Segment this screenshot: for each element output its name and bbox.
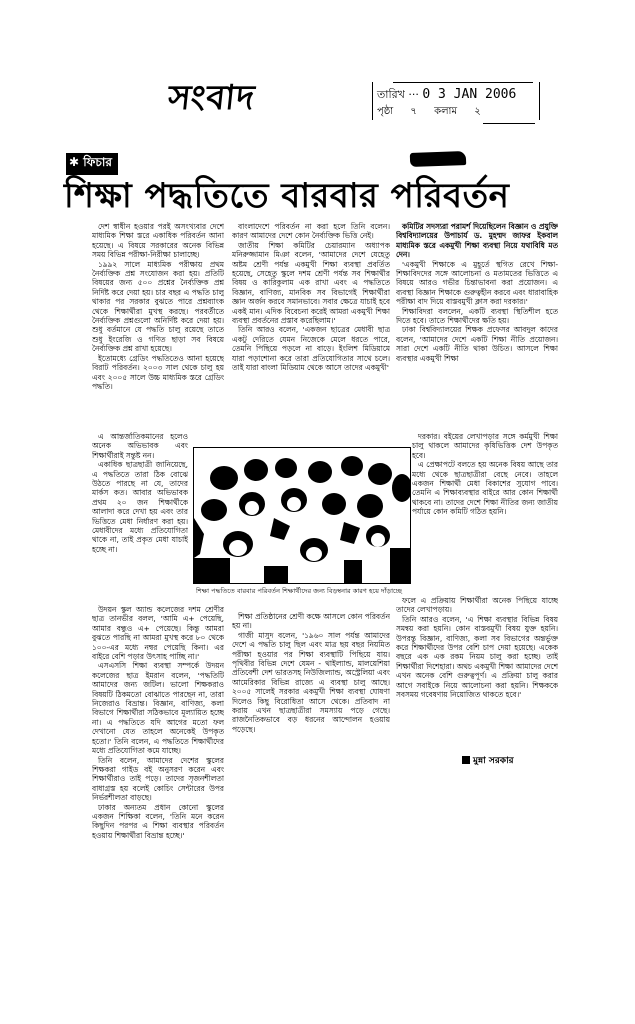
column-3-top [396,222,558,430]
article-photo [193,447,411,584]
stamp-top-rule [393,82,533,83]
kicker-label: ফিচার [83,155,112,169]
paragraph: 'একমুখী শিক্ষাকে এ মুহূর্তে স্থগিত রেখে শিক্ষা-শিক্ষাবিদদের সঙ্গে আলোচনা ও মতামতের ভিত্তিতে এ বিষয়ে আরও গভীর চিন্তাভাবনা করা প্রয়োজন। এ ব্যবস্থা বিজ্ঞান শিক্ষাকে গুরুত্বহীন করবে এবং ধারাবাহিক পরীক্ষা বাদ দিয়ে বাস্তবমুখী ক্লাস করা দরকার।' [396,259,558,307]
paragraph: বাংলাদেশে পরিবর্তন না করা হলে তিনি বলেন। কারণ আমাদের দেশে কোন নৈর্ব্যক্তিক ভিত্তি নেই। [232,222,390,241]
paragraph: একাধিক ছাত্রছাত্রী জানিয়েছে, এ পদ্ধতিতে তারা ঠিক বোঝে উঠতে পারছে না যে, তাদের মার্কস কত। আবার অভিভাবক প্রথম ২০ জন শিক্ষার্থীকে আলাদা করে দেখা হয় এবং তার ভিত্তিতে মেধা নির্ধারণ করা হয়। মেধাবীদের মধ্যে প্রতিযোগিতা থাকে না, তাই প্রকৃত মেধা যাচাই হচ্ছে না। [92,460,188,554]
ink-smudge [410,151,466,167]
paragraph: শিক্ষাবিদরা বললেন, একটি ব্যবস্থা স্থিতিশীল হতে দিতে হবে। তাতে শিক্ষার্থীদের ক্ষতি হয়। [396,306,558,326]
paragraph: এ প্রেক্ষাপটে বলতে হয় অনেক বিষয় আছে তার মধ্যে থেকে ছাত্রছাত্রীরা বেছে নেবে। তাহলে একজন শিক্ষার্থী মেধা বিকাশের সুযোগ পাবে। তেমনি এ শিক্ষাব্যবস্থার বাইরে আর কোন শিক্ষার্থী থাকবে না। তাদের দেশে শিক্ষা নীতির জন্য জাতীয় পর্যায়ে কোন কমিটি গঠিত হয়নি। [412,460,558,517]
paragraph: ইতোমধ্যে গ্রেডিং পদ্ধতিতেও আনা হয়েছে বিরাট পরিবর্তন। ২০০৩ সাল থেকে চালু হয় এবং ২০০৫ সালে উচ্চ মাধ্যমিক স্তরে গ্রেডিং পদ্ধতি। [92,353,224,391]
photo-caption: শিক্ষা পদ্ধতিতে বারবার পরিবর্তন শিক্ষার্থীদের জন্য বিড়ম্বনার কারণ হয়ে দাঁড়াচ্ছে [196,587,402,595]
paragraph: তিনি আরও বলেন, 'একজন ছাত্রের মেধাবী ছাত্র একটু দেরিতে যেমন নিজেকে মেলে ধরতে পারে, তেমনি পিছিয়ে পড়লে না বাড়ে। ইংলিশ মিডিয়ামে যারা পড়াশোনা করে তারা প্রতিযোগিতার সাথে চলে। তাই যারা বাংলা মিডিয়াম থেকে আসে তাদের একমুখী' [232,325,390,373]
paragraph: ১৯৯২ সালে মাধ্যমিক পরীক্ষায় প্রথম নৈর্ব্যক্তিক প্রশ্ন সংযোজন করা হয়। প্রতিটি বিষয়ের জন্য ৫০০ প্রশ্নের নৈর্ব্যক্তিক প্রশ্ন নির্দিষ্ট করে দেয়া হয়। চার বছর এ পদ্ধতি চালু থাকার পর সরকার বুঝতে পারে প্রশ্নব্যাংক থেকে শিক্ষার্থীরা মুখস্থ করছে। পরবর্তীতে নৈর্ব্যক্তিক প্রশ্নগুলো অনির্দিষ্ট করে দেয়া হয়। শুধু বর্তমানে যে পদ্ধতি চালু রয়েছে তাতে শুধু ইংরেজি ও গণিত ছাড়া সব বিষয়ে নৈর্ব্যক্তিক প্রশ্ন রাখা হয়েছে। [92,259,224,354]
newspaper-masthead: সংবাদ [166,78,258,118]
column-1-bottom [92,605,224,955]
column-1-top [92,222,224,391]
stamp-date-row: তারিখ ··· 0 3 JAN 2006 [377,87,517,102]
stamp-column-value: ২ [474,106,481,117]
column-2-top [232,222,390,444]
paragraph: কমিটির সদস্যরা পরামর্শ দিয়েছিলেন বিজ্ঞান ও প্রযুক্তি বিশ্ববিদ্যালয়ের উপাচার্য ড. মুহম্মদ জাফর ইকবাল মাধ্যমিক স্তরে একমুখী শিক্ষা ব্যবস্থা নিয়ে যথাবিধি মত দেন। [396,222,558,260]
article-byline [462,753,514,768]
byline-square-icon [462,756,470,764]
column-2-bottom [232,612,390,772]
column-3-bottom [396,596,558,748]
stamp-bottom-rule [483,123,535,124]
stamp-date-label: তারিখ [377,88,405,101]
paragraph: এসএসসি শিক্ষা ব্যবস্থা সম্পর্কে উদয়ন কলেজের ছাত্র ইমরান বলেন, 'পদ্ধতিটি আমাদের জন্য জটিল। ভালো শিক্ষকরাও বিষয়টি ঠিকমতো বোঝাতে পারছেন না, তারা নিজেরাও বিভ্রান্ত। বিজ্ঞান, বাণিজ্য, কলা বিভাগে শিক্ষার্থীরা সঠিকভাবে মূল্যায়িত হচ্ছে না। এ পদ্ধতিতে যদি আগের মতো ফল দেখানো যেত তাহলে অনেকেই উপকৃত হতো।' তিনি বলেন, এ পদ্ধতিতে শিক্ষার্থীদের মধ্যে প্রতিযোগিতা কমে যাচ্ছে। [92,661,224,756]
classroom-photo-graphic [194,448,410,583]
stamp-column-label: কলাম [434,106,457,117]
stamp-page-row [377,104,495,121]
kicker-mark-icon: ✱ [69,155,84,169]
stamp-page-label: পৃষ্ঠা [377,106,394,117]
byline-author: মুন্না সরকার [473,756,514,766]
column-1-middle [92,432,188,600]
paragraph: ঢাকা বিশ্ববিদ্যালয়ের শিক্ষক প্রফেসর আবদুল কাদের বলেন, 'আমাদের দেশে একটি শিক্ষা নীতি প্রয়োজন। সারা দেশে একটি নীতি থাকা উচিত। আসলে শিক্ষা ব্যবস্থার একমুখী শিক্ষা [396,325,558,363]
paragraph: ফলে এ প্রক্রিয়ায় শিক্ষার্থীরা অনেক পিছিয়ে যাচ্ছে তাদের লেখাপড়ায়। [396,596,558,615]
paragraph: জাতীয় শিক্ষা কমিটির চেয়ারম্যান অধ্যাপক মনিরুজ্জামান মিঞা বলেন, 'আমাদের দেশে যেহেতু অষ্টম শ্রেণী পর্যন্ত একমুখী শিক্ষা ব্যবস্থা প্রবর্তিত হয়েছে, সেহেতু স্কুলে দশম শ্রেণী পর্যন্ত সব শিক্ষার্থীর বিষয় ও কারিকুলাম এক রাখা এবং এ পদ্ধতিতে বিজ্ঞান, বাণিজ্য, মানবিক সব বিভাগেই শিক্ষার্থীরা জ্ঞান অর্জন করবে সমানভাবে। সবার ক্ষেত্রে যাচাই হবে একই মান। এদিক বিবেচনা করেই আমরা একমুখী শিক্ষা ব্যবস্থা প্রবর্তনের প্রস্তাব করেছিলাম।' [232,240,390,326]
paragraph: উদয়ন স্কুল অ্যান্ড কলেজের দশম শ্রেণীর ছাত্র তানভীর বলল, 'আমি এ+ পেয়েছি, আমার বন্ধুও এ+ পেয়েছে। কিন্তু আমরা বুঝতে পারছি না আমরা মুখস্থ করে ৮০ থেকে ১০০-এর মধ্যে নম্বর পেয়েছি কিনা। এর বাইরে বেশি পড়ার উৎসাহ পাচ্ছি না।' [92,605,224,662]
archive-date-stamp [372,82,540,120]
paragraph: দেশ স্বাধীন হওয়ার পরই অসংখ্যবার দেশে মাধ্যমিক শিক্ষা স্তরে একাধিক পরিবর্তন আনা হয়েছে। এ বিষয়ে সরকারের অনেক বিভিন্ন সময় বিভিন্ন পরীক্ষা-নিরীক্ষা চালাচ্ছে। [92,222,224,260]
paragraph: এ আন্তর্জাতিকমানের হলেও অনেক অভিভাবক এবং শিক্ষার্থীরাই সন্তুষ্ট নন। [92,432,188,460]
paragraph: শিক্ষা প্রতিষ্ঠানের শ্রেণী কক্ষে আসলে কোন পরিবর্তন হয় না। [232,612,390,631]
article-headline: শিক্ষা পদ্ধতিতে বারবার পরিবর্তন [64,176,510,216]
paragraph: তিনি বলেন, আমাদের দেশের স্কুলের শিক্ষকরা গাইড বই অনুসরণ করেন এবং শিক্ষার্থীরাও তাই পড়ে। তাদের সৃজনশীলতা বাধাগ্রস্ত হয় বলেই কোচিং সেন্টারের উপর নির্ভরশীলতা বাড়ছে। [92,755,224,803]
stamp-date-value: 0 3 JAN 2006 [422,87,517,102]
column-3-middle [412,432,558,592]
paragraph: গাজী মাসুদ বলেন, '১৯৬০ সাল পর্যন্ত আমাদের দেশে এ পদ্ধতি চালু ছিল এবং মাত্র ছয় বছর নিয়মিত পরীক্ষা হওয়ার পর শিক্ষা ব্যবস্থাটি পিছিয়ে যায়। পৃথিবীর বিভিন্ন দেশে যেমন - থাইল্যান্ড, মালয়েশিয়া প্রতিবেশী দেশ ভারতসহ নিউজিল্যান্ড, অস্ট্রেলিয়া এবং আমেরিকার বিভিন্ন রাজ্যে এ ব্যবস্থা চালু আছে। ২০০৫ সালেই সরকার একমুখী শিক্ষা ব্যবস্থা ঘোষণা দিলেও কিছু বিরোধিতা আসে থেকে। প্রতিবাদ না করায় এখন ছাত্রছাত্রীরা সমস্যায় পড়ে গেছে। রাজনৈতিকভাবে বড় ধরনের আন্দোলন হওয়ায় পড়েছে। [232,630,390,734]
paragraph: দরকার। বইয়ের লেখাপড়ার সঙ্গে কর্মমুখী শিক্ষা চালু থাকলে আমাদের কৃষিভিত্তিক দেশ উপকৃত হবে। [412,432,558,460]
paragraph: তিনি আরও বলেন, 'এ শিক্ষা ব্যবস্থার বিভিন্ন বিষয় সমন্বয় করা হয়নি। কোন বাস্তবমুখী বিষয় যুক্ত হয়নি। উপরন্তু বিজ্ঞান, বাণিজ্য, কলা সব বিভাগের অন্তর্ভুক্ত করে শিক্ষার্থীদের উপর বেশি চাপ দেয়া হয়েছে। একেক বছরে এক এক রকম নিয়ম চালু করা হচ্ছে। তাই শিক্ষার্থীরা দিশেহারা। অথচ একমুখী শিক্ষা আমাদের দেশে এখন অনেক বেশি গুরুত্বপূর্ণ। এ প্রক্রিয়া চালু করার আগে সবাইকে নিয়ে আলোচনা করা হয়নি। শিক্ষককে সবসময় গবেষণায় নিয়োজিত থাকতে হবে।' [396,614,558,700]
stamp-page-value: ৭ [410,106,417,117]
paragraph: ঢাকার অন্যতম প্রধান কোনো স্কুলের একজন শিক্ষিকা বলেন, 'তিনি মনে করেন কিছুদিন পরপর এ শিক্ষা ব্যবস্থার পরিবর্তন হওয়ায় শিক্ষার্থীরা বিভ্রান্ত হচ্ছে।' [92,802,224,840]
